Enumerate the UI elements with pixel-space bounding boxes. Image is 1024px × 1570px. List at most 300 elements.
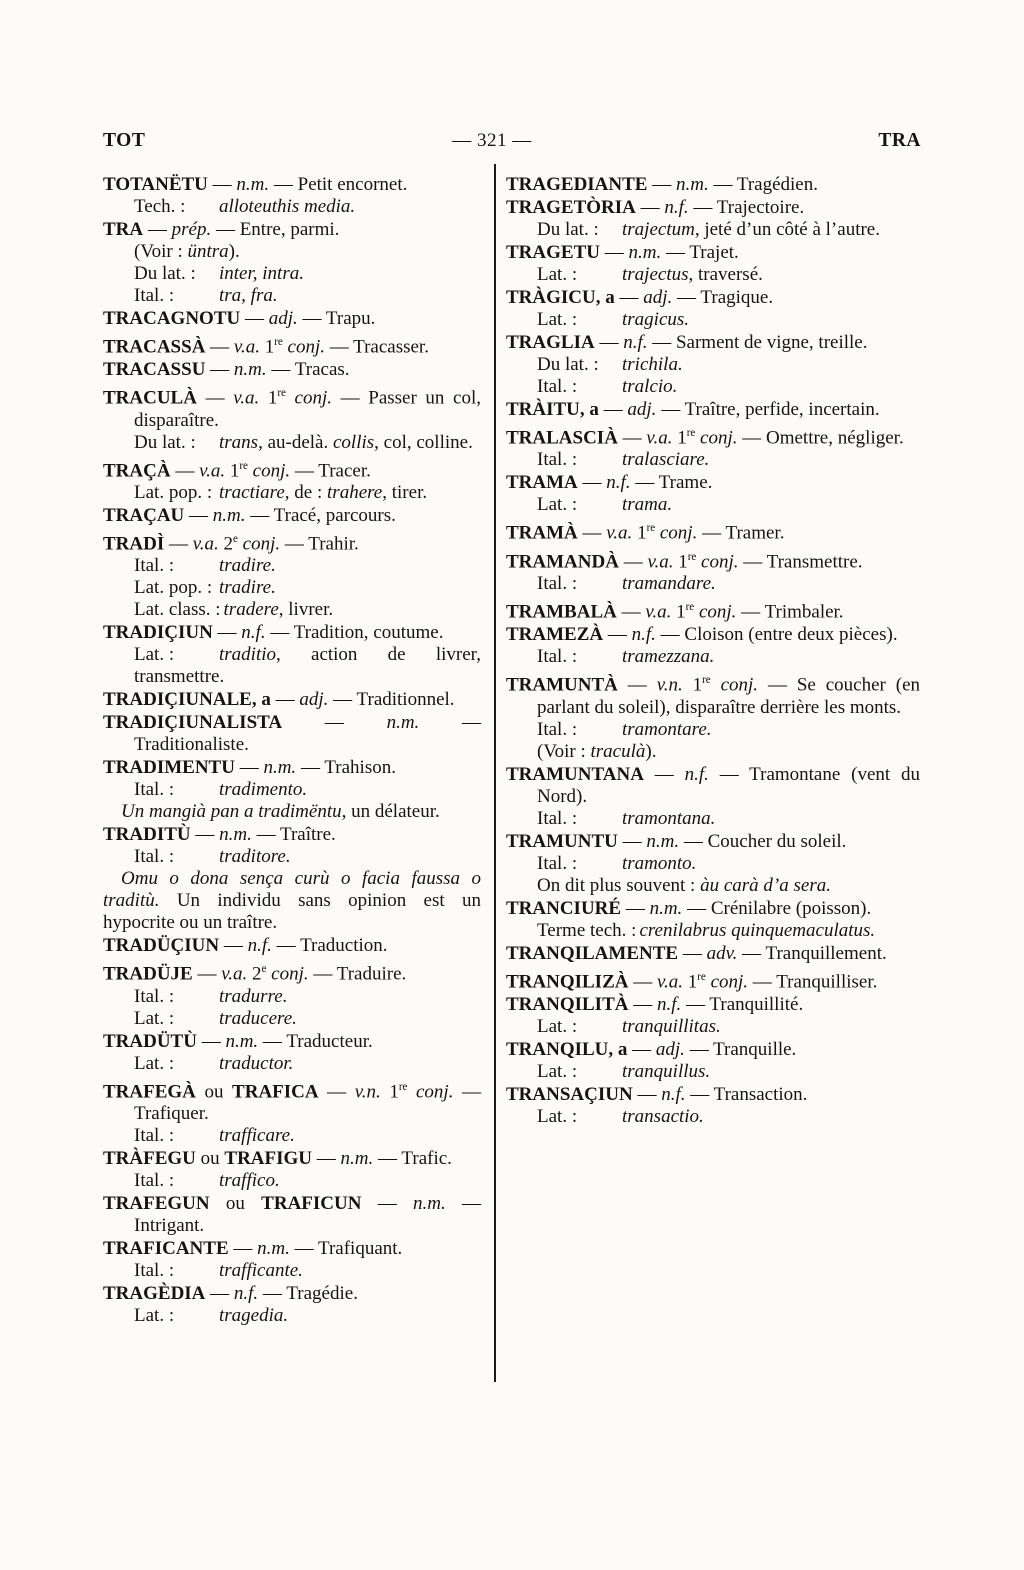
dictionary-entry: [103, 712, 481, 756]
entry-source-label: Lat. class. :: [134, 599, 221, 621]
entry-etymology-line: [537, 1106, 920, 1128]
headword-text: TRAFIGU: [224, 1147, 313, 1169]
ordinal-superscript: re: [702, 674, 711, 687]
header-guide-word-right: TRA: [878, 130, 921, 151]
italic-text: n.m.: [675, 174, 709, 195]
italic-text: n.m.: [257, 1237, 290, 1259]
plain-text: —: [647, 174, 676, 195]
entry-etymology-line: [537, 354, 920, 376]
italic-text: conj.: [271, 963, 309, 985]
entry-source-label: Lat. :: [537, 264, 578, 285]
plain-text: 1: [259, 336, 275, 358]
italic-text: v.a.: [606, 522, 633, 544]
entry-source-label: Lat. :: [134, 1052, 175, 1074]
entry-etymology-line: [134, 1125, 481, 1147]
italic-text: v.a.: [199, 459, 226, 481]
plain-text: — Trafic.: [373, 1147, 452, 1169]
plain-text: , traversé.: [688, 264, 763, 285]
entry-example-line: [103, 868, 481, 934]
plain-text: —: [617, 674, 657, 696]
entry-etymology-line: [134, 1008, 481, 1030]
plain-text: —: [603, 624, 632, 646]
headword-text: TRADITÙ: [103, 824, 191, 846]
italic-text: trans: [219, 431, 259, 453]
dictionary-entry: [506, 472, 920, 516]
headword-text: TRAÇAU: [103, 504, 185, 526]
entry-headword-line: [506, 242, 920, 264]
headword-text: TRAMUNTU: [506, 830, 618, 852]
italic-text: Un mangià pan a tradimëntu: [121, 801, 342, 823]
entry-etymology-line: [537, 573, 920, 595]
plain-text: —: [318, 1080, 355, 1102]
italic-text: Omu o dona sença curù o facia faussa o traditù.: [103, 868, 481, 912]
italic-text: tramezzana.: [622, 646, 715, 668]
italic-text: n.f.: [656, 993, 682, 1015]
entry-etymology-line: [537, 309, 920, 331]
plain-text: —: [228, 1237, 258, 1259]
italic-text: conj.: [710, 970, 749, 992]
headword-text: TRAFEGUN: [103, 1192, 210, 1214]
plain-text: , jeté d’un côté à l’autre.: [694, 219, 880, 240]
entry-headword-line: [103, 757, 481, 779]
headword-text: TRANSAÇIUN: [506, 1083, 633, 1105]
plain-text: , tirer.: [382, 481, 428, 503]
italic-text: traditio: [219, 644, 277, 666]
entry-etymology-line: [134, 986, 481, 1008]
entry-etymology-line: [134, 577, 481, 599]
dictionary-entry: [103, 505, 481, 527]
dictionary-entry: [506, 764, 920, 830]
dictionary-entry: [103, 331, 481, 358]
plain-text: — Tranquillité.: [681, 993, 804, 1015]
entry-source-label: Ital. :: [537, 718, 578, 740]
dictionary-entry: [506, 174, 920, 196]
plain-text: —: [617, 427, 647, 449]
plain-text: —: [621, 897, 650, 919]
italic-text: v.a.: [647, 550, 674, 572]
entry-headword-line: [103, 935, 481, 957]
plain-text: —: [196, 387, 234, 409]
italic-text: trafficare.: [219, 1124, 295, 1146]
italic-text: adj.: [268, 308, 298, 329]
entry-source-label: Du lat. :: [537, 219, 599, 240]
plain-text: —: [627, 1038, 656, 1060]
headword-text: TRAMUNTÀ: [506, 674, 618, 696]
plain-text: — Trajectoire.: [688, 197, 805, 218]
headword-text: TRADIMENTU: [103, 757, 235, 779]
entry-source-label: Lat. :: [134, 1007, 175, 1029]
headword-text: TRAMEZÀ: [506, 624, 604, 646]
ordinal-superscript: re: [646, 522, 656, 535]
headword-text: TRAFICA: [232, 1080, 319, 1102]
entry-source-label: Lat. pop. :: [134, 577, 213, 599]
plain-text: 1: [259, 387, 278, 409]
plain-text: (Voir :: [134, 241, 188, 262]
entry-example-line: [103, 801, 481, 823]
entry-etymology-line: [134, 482, 481, 504]
entry-etymology-line: [537, 376, 920, 398]
ordinal-superscript: re: [697, 970, 706, 983]
italic-text: v.a.: [646, 427, 673, 449]
entry-etymology-line: [537, 741, 920, 763]
italic-text: tradire.: [219, 577, 276, 599]
entry-headword-line: [103, 1238, 481, 1260]
italic-text: v.a.: [192, 533, 219, 555]
italic-text: n.f.: [623, 332, 648, 353]
plain-text: 1: [683, 970, 698, 992]
entry-source-label: Lat. :: [537, 309, 578, 330]
italic-text: trama.: [622, 494, 673, 516]
dictionary-entry: [506, 399, 920, 421]
plain-text: — Se coucher (en parlant du soleil), disparaître derrière les monts.: [537, 674, 921, 718]
plain-text: — Tragédie.: [258, 1282, 358, 1304]
italic-text: adj.: [655, 1038, 685, 1060]
entry-etymology-line: [134, 263, 481, 285]
ordinal-superscript: re: [685, 600, 695, 613]
entry-headword-line: [103, 1283, 481, 1305]
italic-text: tragicus.: [622, 309, 690, 330]
plain-text: — Transaction.: [685, 1083, 808, 1105]
entry-source-label: Ital. :: [134, 846, 175, 868]
italic-text: tralasciare.: [622, 449, 710, 471]
italic-text: tramonto.: [622, 852, 697, 874]
plain-text: —: [617, 830, 647, 852]
plain-text: — Tranquilliser.: [748, 970, 878, 992]
italic-text: àu carà d’a sera.: [700, 874, 831, 896]
headword-text: TRÀGICU, a: [506, 287, 615, 308]
entry-headword-line: [506, 1039, 920, 1061]
headword-text: TRANQILITÀ: [506, 993, 629, 1015]
plain-text: —: [219, 935, 248, 957]
entry-source-label: Ital. :: [134, 985, 175, 1007]
plain-text: — Cloison (entre deux pièces).: [655, 624, 898, 646]
plain-text: 1: [673, 550, 688, 572]
plain-text: —: [196, 1030, 226, 1052]
italic-text: n.m.: [413, 1192, 446, 1214]
entry-source-label: Ital. :: [134, 1124, 175, 1146]
entry-etymology-line: [134, 432, 481, 454]
plain-text: ou: [195, 1147, 225, 1169]
italic-text: tragedia.: [219, 1304, 289, 1326]
plain-text: — Crénilabre (poisson).: [682, 897, 872, 919]
italic-text: crenilabrus quinquemaculatus.: [639, 919, 876, 941]
plain-text: —: [598, 399, 628, 420]
italic-text: trichila.: [622, 354, 683, 375]
ordinal-superscript: re: [686, 427, 696, 439]
entry-source-label: Ital. :: [134, 1259, 175, 1281]
entry-etymology-line: [134, 241, 481, 263]
headword-text: TRAMA: [506, 472, 578, 494]
plain-text: —: [190, 824, 220, 846]
entry-headword-line: [103, 958, 481, 985]
entry-headword-line: [103, 528, 481, 555]
entry-etymology-line: [537, 449, 920, 471]
headword-text: TRANQILIZÀ: [506, 970, 629, 992]
entry-etymology-line: [134, 196, 481, 218]
entry-etymology-line: [537, 494, 920, 516]
italic-text: prép.: [171, 219, 212, 240]
ordinal-superscript: re: [687, 550, 697, 563]
headword-text: TRAMUNTANA: [506, 763, 644, 785]
plain-text: [286, 388, 295, 409]
entry-source-label: Tech. :: [134, 196, 186, 217]
dictionary-entry: [506, 422, 920, 471]
italic-text: traffico.: [219, 1169, 280, 1191]
italic-text: n.m.: [649, 897, 683, 919]
plain-text: [407, 1081, 416, 1102]
entry-etymology-line: [537, 264, 920, 286]
entry-headword-line: [506, 943, 920, 965]
entry-etymology-line: [134, 285, 481, 307]
entry-headword-line: [103, 174, 481, 196]
italic-text: transactio.: [622, 1105, 704, 1127]
headword-text: TRAGEDIANTE: [506, 174, 648, 195]
headword-text: TRAGETÒRIA: [506, 197, 636, 218]
entry-source-label: Ital. :: [537, 572, 578, 594]
plain-text: —: [614, 287, 644, 308]
entry-headword-line: [506, 764, 920, 808]
headword-text: TRAGLIA: [506, 332, 595, 353]
plain-text: — Tradition, coutume.: [265, 622, 444, 644]
italic-text: v.a.: [233, 336, 260, 358]
dictionary-entry: [506, 1039, 920, 1083]
italic-text: n.f.: [631, 624, 656, 646]
entry-headword-line: [506, 517, 920, 544]
dictionary-entry: [103, 1031, 481, 1075]
dictionary-entry: [506, 831, 920, 897]
dictionary-entry: [103, 1076, 481, 1147]
dictionary-entry: [506, 624, 920, 668]
italic-text: n.m.: [233, 359, 267, 381]
entry-source-label: Du lat. :: [537, 354, 599, 375]
header-guide-word-left: TOT: [103, 130, 146, 151]
headword-text: TRACASSÀ: [103, 336, 206, 358]
entry-headword-line: [103, 1076, 481, 1125]
plain-text: ou: [195, 1080, 233, 1102]
plain-text: — Trajet.: [661, 242, 739, 263]
page-number: — 321 —: [452, 130, 532, 151]
plain-text: —: [207, 174, 237, 195]
entry-headword-line: [506, 422, 920, 449]
plain-text: ).: [228, 241, 240, 262]
entry-headword-line: [103, 359, 481, 381]
plain-text: —: [599, 242, 629, 263]
italic-text: n.f.: [247, 935, 272, 957]
entry-etymology-line: [537, 920, 920, 942]
dictionary-entry: [103, 382, 481, 453]
italic-text: trafficante.: [219, 1259, 303, 1281]
italic-text: trajectus: [622, 264, 689, 285]
dictionary-entry: [506, 943, 920, 965]
plain-text: —: [205, 336, 234, 358]
plain-text: — Trahison.: [296, 757, 396, 779]
entry-headword-line: [506, 287, 920, 309]
entry-headword-line: [103, 824, 481, 846]
italic-text: n.m.: [340, 1147, 374, 1169]
entry-headword-line: [103, 219, 481, 241]
headword-text: TRALASCIÀ: [506, 427, 618, 449]
plain-text: —: [270, 689, 300, 711]
italic-text: alloteuthis media.: [219, 196, 356, 217]
entry-headword-line: [103, 505, 481, 527]
plain-text: , col, colline.: [374, 431, 473, 453]
entry-etymology-line: [537, 853, 920, 875]
entry-headword-line: [103, 622, 481, 644]
italic-text: traculà: [590, 740, 646, 762]
plain-text: [711, 675, 721, 696]
plain-text: — Trapu.: [297, 308, 376, 329]
italic-text: n.f.: [606, 472, 631, 494]
entry-etymology-line: [537, 1061, 920, 1083]
dictionary-entry: [103, 824, 481, 934]
dictionary-entry: [103, 1238, 481, 1282]
dictionary-entry: [103, 622, 481, 688]
entry-headword-line: [506, 472, 920, 494]
ordinal-superscript: e: [261, 963, 267, 976]
ordinal-superscript: re: [277, 387, 286, 400]
entry-headword-line: [506, 898, 920, 920]
headword-text: TRADÜTÙ: [103, 1030, 197, 1052]
dictionary-entry: [103, 958, 481, 1029]
entry-headword-line: [103, 689, 481, 711]
entry-source-label: Du lat. :: [134, 263, 196, 284]
entry-headword-line: [506, 174, 920, 196]
italic-text: v.n.: [656, 674, 683, 696]
italic-text: tradere: [223, 599, 279, 621]
plain-text: —: [635, 197, 665, 218]
plain-text: 1: [380, 1080, 399, 1102]
dictionary-entry: [506, 966, 920, 993]
italic-text: trajectum: [622, 219, 695, 240]
entry-etymology-line: [134, 1053, 481, 1075]
entry-headword-line: [506, 966, 920, 993]
plain-text: —: [205, 359, 234, 381]
plain-text: — Traditionaliste.: [134, 712, 482, 756]
entry-source-label: Lat. :: [134, 1304, 175, 1326]
italic-text: conj.: [701, 550, 739, 572]
entry-source-label: Lat. :: [537, 494, 578, 516]
plain-text: Un individu sans opinion est un hypocrite ou un traître.: [103, 890, 481, 934]
italic-text: traductor.: [219, 1052, 294, 1074]
plain-text: — Coucher du soleil.: [679, 830, 847, 852]
italic-text: n.f.: [684, 763, 709, 785]
italic-text: n.f.: [661, 1083, 686, 1105]
ordinal-superscript: e: [233, 532, 238, 545]
italic-text: tra, fra.: [219, 285, 278, 306]
headword-text: TRACULÀ: [103, 387, 197, 409]
italic-text: tramandare.: [622, 572, 716, 594]
italic-text: tradire.: [219, 555, 276, 577]
entry-etymology-line: [134, 1170, 481, 1192]
dictionary-entry: [103, 1193, 481, 1237]
plain-text: — Sarment de vigne, treille.: [647, 332, 868, 353]
entry-headword-line: [506, 669, 920, 718]
entry-headword-line: [506, 332, 920, 354]
headword-text: TRAMÀ: [506, 522, 578, 544]
plain-text: , un délateur.: [341, 801, 440, 823]
entry-headword-line: [506, 197, 920, 219]
dictionary-entry: [103, 1283, 481, 1327]
headword-text: TRADIÇIUN: [103, 622, 213, 644]
italic-text: v.n.: [354, 1080, 381, 1102]
italic-text: conj.: [700, 427, 738, 449]
italic-text: tradurre.: [219, 985, 288, 1007]
dictionary-entry: [103, 308, 481, 330]
plain-text: , de :: [284, 481, 328, 503]
italic-text: conj.: [287, 336, 325, 358]
headword-text: TRADIÇIUNALISTA: [103, 712, 283, 734]
plain-text: —: [577, 472, 607, 494]
headword-text: TRADIÇIUNALE, a: [103, 689, 271, 711]
italic-text: v.a.: [221, 963, 248, 985]
dictionary-entry: [103, 1148, 481, 1192]
italic-text: traditore.: [219, 846, 291, 868]
headword-text: TRAMANDÀ: [506, 550, 619, 572]
plain-text: 2: [218, 533, 234, 555]
plain-text: (Voir :: [537, 740, 591, 762]
italic-text: tralcio.: [622, 376, 678, 397]
dictionary-entry: [103, 689, 481, 711]
plain-text: — Tracas.: [266, 359, 350, 381]
italic-text: adj.: [643, 287, 673, 308]
italic-text: conj.: [416, 1080, 454, 1102]
plain-text: —: [632, 1083, 662, 1105]
plain-text: —: [170, 459, 200, 481]
entry-etymology-line: [134, 644, 481, 688]
entry-headword-line: [103, 1148, 481, 1170]
plain-text: — Traduction.: [271, 935, 388, 957]
plain-text: — Transmettre.: [738, 550, 863, 572]
plain-text: — Tramer.: [697, 522, 785, 544]
plain-text: 1: [632, 522, 647, 544]
entry-source-label: Lat. :: [537, 1105, 578, 1127]
entry-etymology-line: [537, 875, 920, 897]
headword-text: TRADÜÇIUN: [103, 935, 220, 957]
italic-text: n.m.: [263, 757, 297, 779]
italic-text: adj.: [627, 399, 657, 420]
plain-text: — Trafiquant.: [289, 1237, 403, 1259]
headword-text: TRAMBALÀ: [506, 601, 617, 623]
plain-text: — Tracer.: [290, 459, 371, 481]
italic-text: tractiare: [219, 481, 285, 503]
italic-text: conj.: [720, 674, 759, 696]
italic-text: v.a.: [656, 970, 684, 992]
entry-etymology-line: [537, 219, 920, 241]
italic-text: v.a.: [645, 601, 672, 623]
italic-text: tranquillus.: [622, 1060, 711, 1082]
plain-text: — Tragique.: [672, 287, 774, 308]
entry-source-label: Terme tech. :: [537, 919, 637, 941]
plain-text: 2: [247, 963, 262, 985]
headword-text: TRAFICANTE: [103, 1237, 229, 1259]
dictionary-entry: [506, 994, 920, 1038]
italic-text: n.m.: [386, 712, 420, 734]
plain-text: — Traducteur.: [258, 1030, 373, 1052]
column-divider-rule: [494, 164, 496, 1382]
entry-etymology-line: [537, 719, 920, 741]
plain-text: — Traître, perfide, incertain.: [656, 399, 880, 420]
italic-text: n.f.: [664, 197, 689, 218]
entry-headword-line: [103, 1193, 481, 1237]
italic-text: traducere.: [219, 1007, 297, 1029]
plain-text: — Tramontane (vent du Nord).: [537, 763, 920, 807]
dictionary-entry: [103, 174, 481, 218]
plain-text: —: [212, 622, 242, 644]
entry-headword-line: [506, 994, 920, 1016]
italic-text: n.m.: [219, 824, 252, 846]
italic-text: inter, intra.: [219, 263, 304, 284]
plain-text: 1: [225, 459, 240, 481]
